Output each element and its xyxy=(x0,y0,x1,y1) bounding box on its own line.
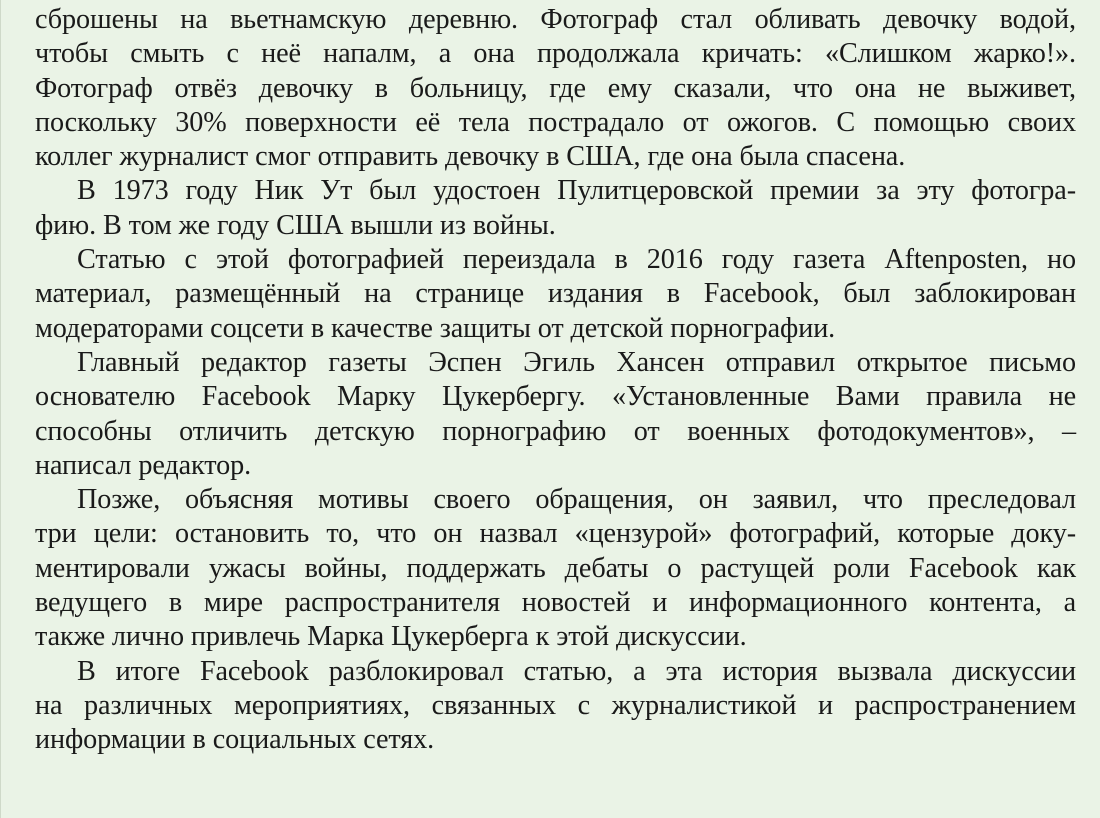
text-line: В 1973 году Ник Ут был удостоен Пулитцеровской премии за эту фотогра- xyxy=(77,175,1076,207)
paragraph-3 xyxy=(35,243,1076,346)
text-line: сброшены на вьетнамскую деревню. Фотограф стал обливать девочку водой, xyxy=(35,4,1076,35)
text-line: три цели: остановить то, что он назвал «цензурой» фотографий, которые доку- xyxy=(35,518,1076,550)
paragraph-6 xyxy=(35,655,1076,758)
text-line: поскольку 30% поверхности её тела пострадало от ожогов. С помощью своих xyxy=(35,106,1076,138)
paragraph-4 xyxy=(35,346,1076,483)
text-line: ведущего в мире распространителя новостей и информационного контента, а xyxy=(35,587,1076,619)
text-line: написал редактор. xyxy=(35,449,252,481)
text-line: ментировали ужасы войны, поддержать дебаты о растущей роли Facebook как xyxy=(35,552,1076,584)
text-line: Позже, объясняя мотивы своего обращения, он заявил, что преследовал xyxy=(77,484,1076,516)
text-line: на различных мероприятиях, связанных с журналистикой и распространением xyxy=(35,689,1076,721)
text-line: основателю Facebook Марку Цукербергу. «Установленные Вами правила не xyxy=(35,381,1076,413)
article-body xyxy=(35,0,1076,758)
text-line: Фотограф отвёз девочку в больницу, где ему сказали, что она не выживет, xyxy=(35,72,1076,104)
text-line: Главный редактор газеты Эспен Эгиль Хансен отправил открытое письмо xyxy=(77,346,1076,378)
text-line: также лично привлечь Марка Цукерберга к этой дискуссии. xyxy=(35,621,747,653)
paragraph-2 xyxy=(35,174,1076,243)
text-line: коллег журналист смог отправить девочку в США, где она была спасена. xyxy=(35,141,906,173)
text-line: способны отличить детскую порнографию от военных фотодокументов», – xyxy=(35,415,1076,447)
text-line: Статью с этой фотографией переиздала в 2016 году газета Aftenposten, но xyxy=(77,244,1076,276)
paragraph-5 xyxy=(35,483,1076,654)
text-line: чтобы смыть с неё напалм, а она продолжала кричать: «Слишком жарко!». xyxy=(35,38,1076,70)
paragraph-1 xyxy=(35,3,1076,174)
text-line: модераторами соцсети в качестве защиты от детской порнографии. xyxy=(35,312,836,344)
text-line: фию. В том же году США вышли из войны. xyxy=(35,209,556,241)
text-line: материал, размещённый на странице издания в Facebook, был заблокирован xyxy=(35,278,1076,310)
text-line: В итоге Facebook разблокировал статью, а эта история вызвала дискуссии xyxy=(77,655,1076,687)
text-line: информации в социальных сетях. xyxy=(35,724,435,756)
